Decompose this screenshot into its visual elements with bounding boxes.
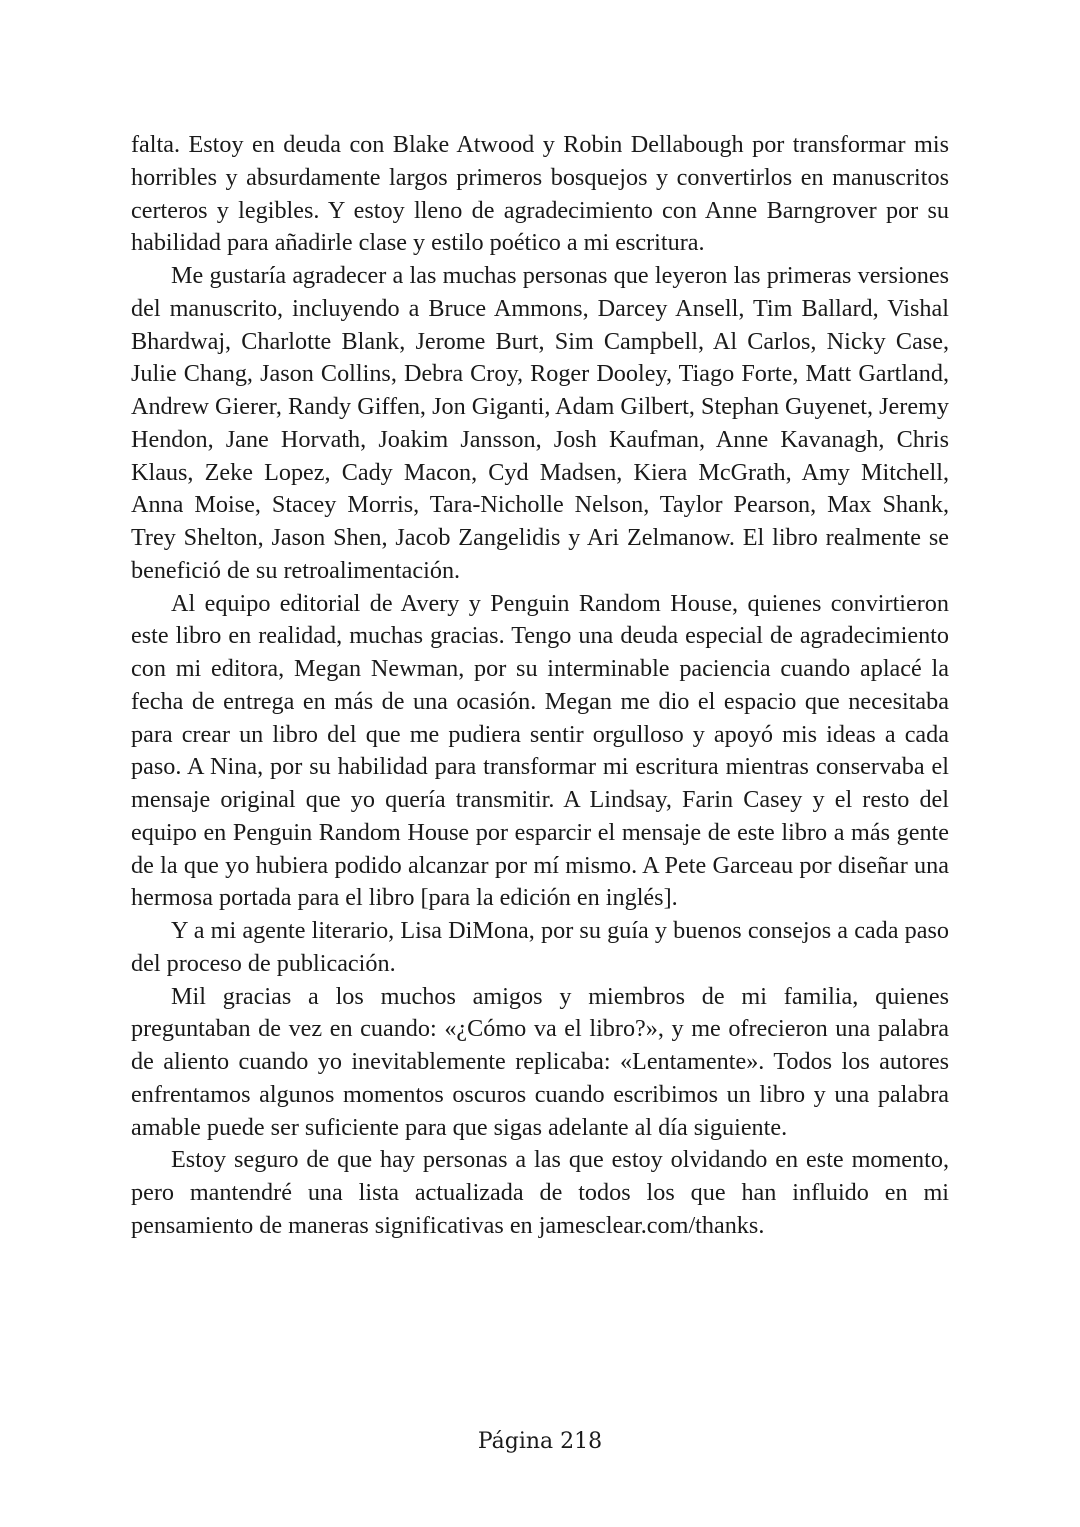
paragraph-early-readers: Me gustaría agradecer a las muchas personas que leyeron las primeras versiones del manuscrito, incluyendo a Bruce Ammons, Darcey Ansell, Tim Ballard, Vishal Bhardwaj, Charlotte Blank, Jerome Burt, Sim Campbell, Al Carlos, Nicky Case, Julie Chang, Jason Collins, Debra Croy, Roger Dooley, Tiago Forte, Matt Gartland, Andrew Gierer, Randy Giffen, Jon Giganti, Adam Gilbert, Stephan Guyenet, Jeremy Hendon, Jane Horvath, Joakim Jansson, Josh Kaufman, Anne Kavanagh, Chris Klaus, Zeke Lopez, Cady Macon, Cyd Madsen, Kiera McGrath, Amy Mitchell, Anna Moise, Stacey Morris, Tara-Nicholle Nelson, Taylor Pearson, Max Shank, Trey Shelton, Jason Shen, Jacob Zangelidis y Ari Zelmanow. El libro realmente se benefició de su retroalimentación. bbox=[131, 262, 949, 584]
paragraph-closing: Estoy seguro de que hay personas a las que estoy olvidando en este momento, pero mantendré una lista actualizada de todos los que han influido en mi pensamiento de maneras significativas en jamesclear.com/thanks. bbox=[131, 1146, 949, 1239]
paragraph-literary-agent: Y a mi agente literario, Lisa DiMona, por su guía y buenos consejos a cada paso del proceso de publicación. bbox=[131, 917, 949, 977]
paragraph-friends-family: Mil gracias a los muchos amigos y miembros de mi familia, quienes preguntaban de vez en cuando: «¿Cómo va el libro?», y me ofrecieron una palabra de aliento cuando yo inevitablemente replicaba: «Lentamente». Todos los autores enfrentamos algunos momentos oscuros cuando escribimos un libro y una palabra amable puede ser suficiente para que sigas adelante al día siguiente. bbox=[131, 982, 949, 1141]
body-text bbox=[131, 129, 949, 1243]
paragraph-editorial-team: Al equipo editorial de Avery y Penguin Random House, quienes convirtieron este libro en realidad, muchas gracias. Tengo una deuda especial de agradecimiento con mi editora, Megan Newman, por su interminable paciencia cuando aplacé la fecha de entrega en más de una ocasión. Megan me dio el espacio que necesitaba para crear un libro del que me pudiera sentir orgulloso y apoyó mis ideas a cada paso. A Nina, por su habilidad para transformar mi escritura mientras conservaba el mensaje original que yo quería transmitir. A Lindsay, Farin Casey y el resto del equipo en Penguin Random House por esparcir el mensaje de este libro a más gente de la que yo hubiera podido alcanzar por mí mismo. A Pete Garceau por diseñar una hermosa portada para el libro [para la edición en inglés]. bbox=[131, 589, 949, 912]
page-number: Página 218 bbox=[477, 1429, 603, 1454]
paragraph-continued: falta. Estoy en deuda con Blake Atwood y Robin Dellabough por transformar mis horribles y absurdamente largos primeros bosquejos y convertirlos en manuscritos certeros y legibles. Y estoy lleno de agradecimiento con Anne Barngrover por su habilidad para añadirle clase y estilo poético a mi escritura. bbox=[131, 131, 949, 257]
